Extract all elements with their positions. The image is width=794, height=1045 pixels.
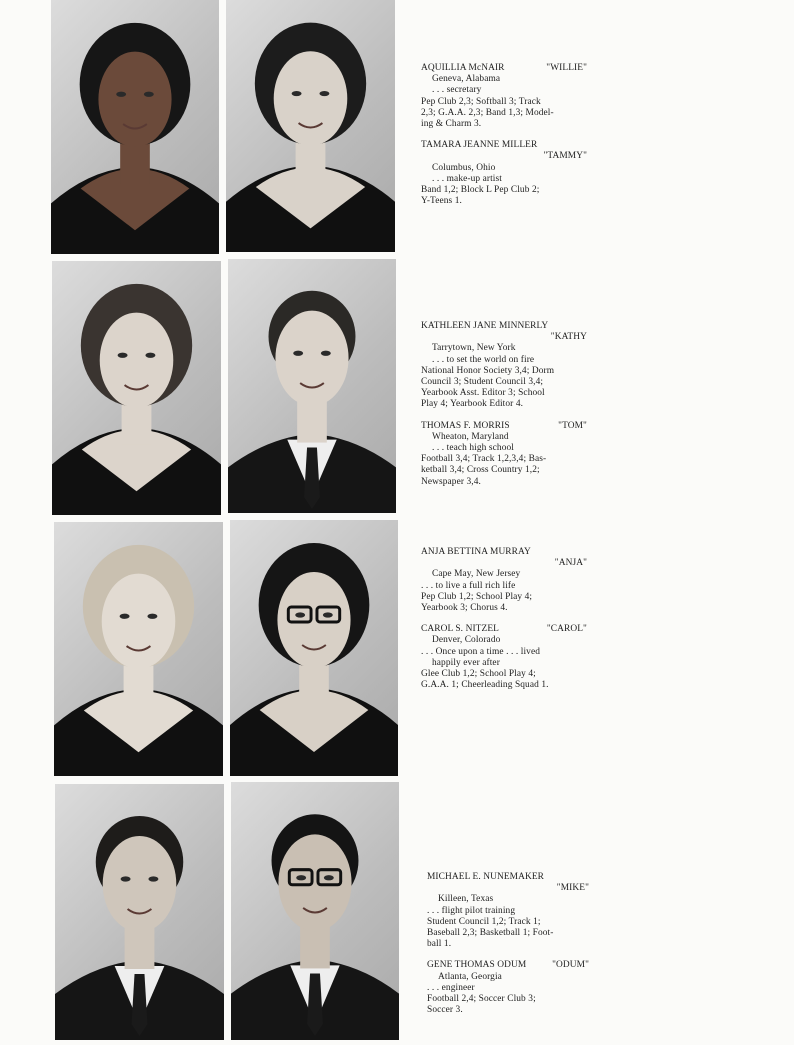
face xyxy=(102,574,176,669)
right-eye xyxy=(319,91,329,96)
student-name: THOMAS F. MORRIS xyxy=(421,420,510,431)
bio-block-row-1 xyxy=(421,63,587,207)
bio-entry-miller xyxy=(421,140,587,207)
right-eye xyxy=(321,351,331,356)
student-activities-line: ketball 3,4; Cross Country 1,2; xyxy=(421,465,540,476)
student-activities-line: Glee Club 1,2; School Play 4; xyxy=(421,669,536,680)
face xyxy=(274,51,348,146)
student-hometown: Columbus, Ohio xyxy=(432,162,496,173)
student-activities-line: Pep Club 2,3; Softball 3; Track xyxy=(421,96,541,107)
right-eye xyxy=(145,353,155,358)
left-eye xyxy=(121,876,131,881)
portrait-photo-nunemaker xyxy=(55,784,224,1040)
student-activities-line: Baseball 2,3; Basketball 1; Foot- xyxy=(427,928,554,939)
face xyxy=(100,313,174,408)
student-ambition: . . . to live a full rich life xyxy=(421,580,516,591)
portrait-photo-nitzel xyxy=(230,520,398,776)
bio-entry-odum xyxy=(427,960,589,1016)
bio-block-row-2 xyxy=(421,321,587,488)
bio-entry-nunemaker xyxy=(427,872,589,950)
face xyxy=(275,311,348,406)
left-eye xyxy=(116,92,126,97)
left-eye xyxy=(118,353,128,358)
left-eye xyxy=(292,91,302,96)
student-hometown: Cape May, New Jersey xyxy=(432,569,521,580)
student-hometown: Atlanta, Georgia xyxy=(438,971,502,982)
student-activities-line: Soccer 3. xyxy=(427,1005,463,1016)
right-eye xyxy=(144,92,154,97)
student-activities-line: Football 3,4; Track 1,2,3,4; Bas- xyxy=(421,454,547,465)
student-hometown: Wheaton, Maryland xyxy=(432,431,509,442)
student-activities-line: Band 1,2; Block L Pep Club 2; xyxy=(421,185,540,196)
face xyxy=(103,836,177,932)
student-activities-line: Student Council 1,2; Track 1; xyxy=(427,916,541,927)
portrait-photo-morris xyxy=(228,259,396,513)
student-activities-line: Yearbook 3; Chorus 4. xyxy=(421,603,508,614)
student-activities-line: Yearbook Asst. Editor 3; School xyxy=(421,388,545,399)
portrait-photo-murray xyxy=(54,522,223,776)
left-eye xyxy=(120,614,130,619)
bio-entry-murray xyxy=(421,547,587,614)
student-activities-line: ing & Charm 3. xyxy=(421,119,482,130)
student-activities-line: Council 3; Student Council 3,4; xyxy=(421,377,544,388)
student-activities-line: Pep Club 1,2; School Play 4; xyxy=(421,591,533,602)
student-activities-line: National Honor Society 3,4; Dorm xyxy=(421,365,555,376)
right-eye xyxy=(148,876,158,881)
student-ambition: . . . teach high school xyxy=(432,443,514,454)
bio-block-row-3 xyxy=(421,547,587,691)
face xyxy=(98,52,171,147)
left-eye xyxy=(295,612,305,617)
student-ambition: . . . to set the world on fire xyxy=(432,354,535,365)
student-name: GENE THOMAS ODUM xyxy=(427,960,527,971)
student-nickname: "KATHY xyxy=(550,332,587,343)
portrait-photo-odum xyxy=(231,782,399,1040)
student-hometown: Denver, Colorado xyxy=(432,635,501,646)
student-ambition: . . . flight pilot training xyxy=(427,905,516,916)
left-eye xyxy=(293,351,303,356)
student-activities-line: Newspaper 3,4. xyxy=(421,476,481,487)
bio-entry-morris xyxy=(421,421,587,488)
student-name: CAROL S. NITZEL xyxy=(421,624,499,635)
student-nickname: "TAMMY" xyxy=(543,151,587,162)
student-name: TAMARA JEANNE MILLER xyxy=(421,140,538,151)
portrait-photo-mcnair xyxy=(51,0,219,254)
right-eye xyxy=(147,614,157,619)
student-hometown: Geneva, Alabama xyxy=(432,74,501,85)
right-eye xyxy=(323,612,333,617)
student-nickname: "TOM" xyxy=(558,420,587,431)
student-nickname: "ANJA" xyxy=(554,558,587,569)
student-hometown: Tarrytown, New York xyxy=(432,343,516,354)
left-eye xyxy=(296,875,306,880)
student-activities-line: Play 4; Yearbook Editor 4. xyxy=(421,399,524,410)
student-nickname: "ODUM" xyxy=(552,960,589,971)
student-ambition: . . . secretary xyxy=(432,85,482,96)
student-name: MICHAEL E. NUNEMAKER xyxy=(427,872,545,882)
student-nickname: "WILLIE" xyxy=(546,63,587,73)
student-name: ANJA BETTINA MURRAY xyxy=(421,547,531,557)
student-ambition-cont: happily ever after xyxy=(432,657,500,668)
bio-block-row-4 xyxy=(427,872,589,1016)
portrait-photo-minnerly xyxy=(52,261,221,515)
bio-entry-mcnair xyxy=(421,63,587,130)
bio-entry-minnerly xyxy=(421,321,587,411)
student-nickname: "CAROL" xyxy=(546,624,587,635)
right-eye xyxy=(324,875,334,880)
student-activities-line: Y-Teens 1. xyxy=(421,196,462,207)
portrait-photo-miller xyxy=(226,0,395,252)
student-activities-line: G.A.A. 1; Cheerleading Squad 1. xyxy=(421,680,549,691)
student-hometown: Killeen, Texas xyxy=(438,894,494,905)
student-nickname: "MIKE" xyxy=(556,883,589,894)
student-name: KATHLEEN JANE MINNERLY xyxy=(421,321,549,331)
student-activities-line: ball 1. xyxy=(427,939,452,950)
student-ambition: . . . Once upon a time . . . lived xyxy=(421,646,540,657)
student-ambition: . . . make-up artist xyxy=(432,173,502,184)
student-ambition: . . . engineer xyxy=(427,982,475,993)
student-activities-line: 2,3; G.A.A. 2,3; Band 1,3; Model- xyxy=(421,107,554,118)
bio-entry-nitzel xyxy=(421,624,587,691)
student-name: AQUILLIA McNAIR xyxy=(421,63,505,73)
student-activities-line: Football 2,4; Soccer Club 3; xyxy=(427,994,536,1005)
